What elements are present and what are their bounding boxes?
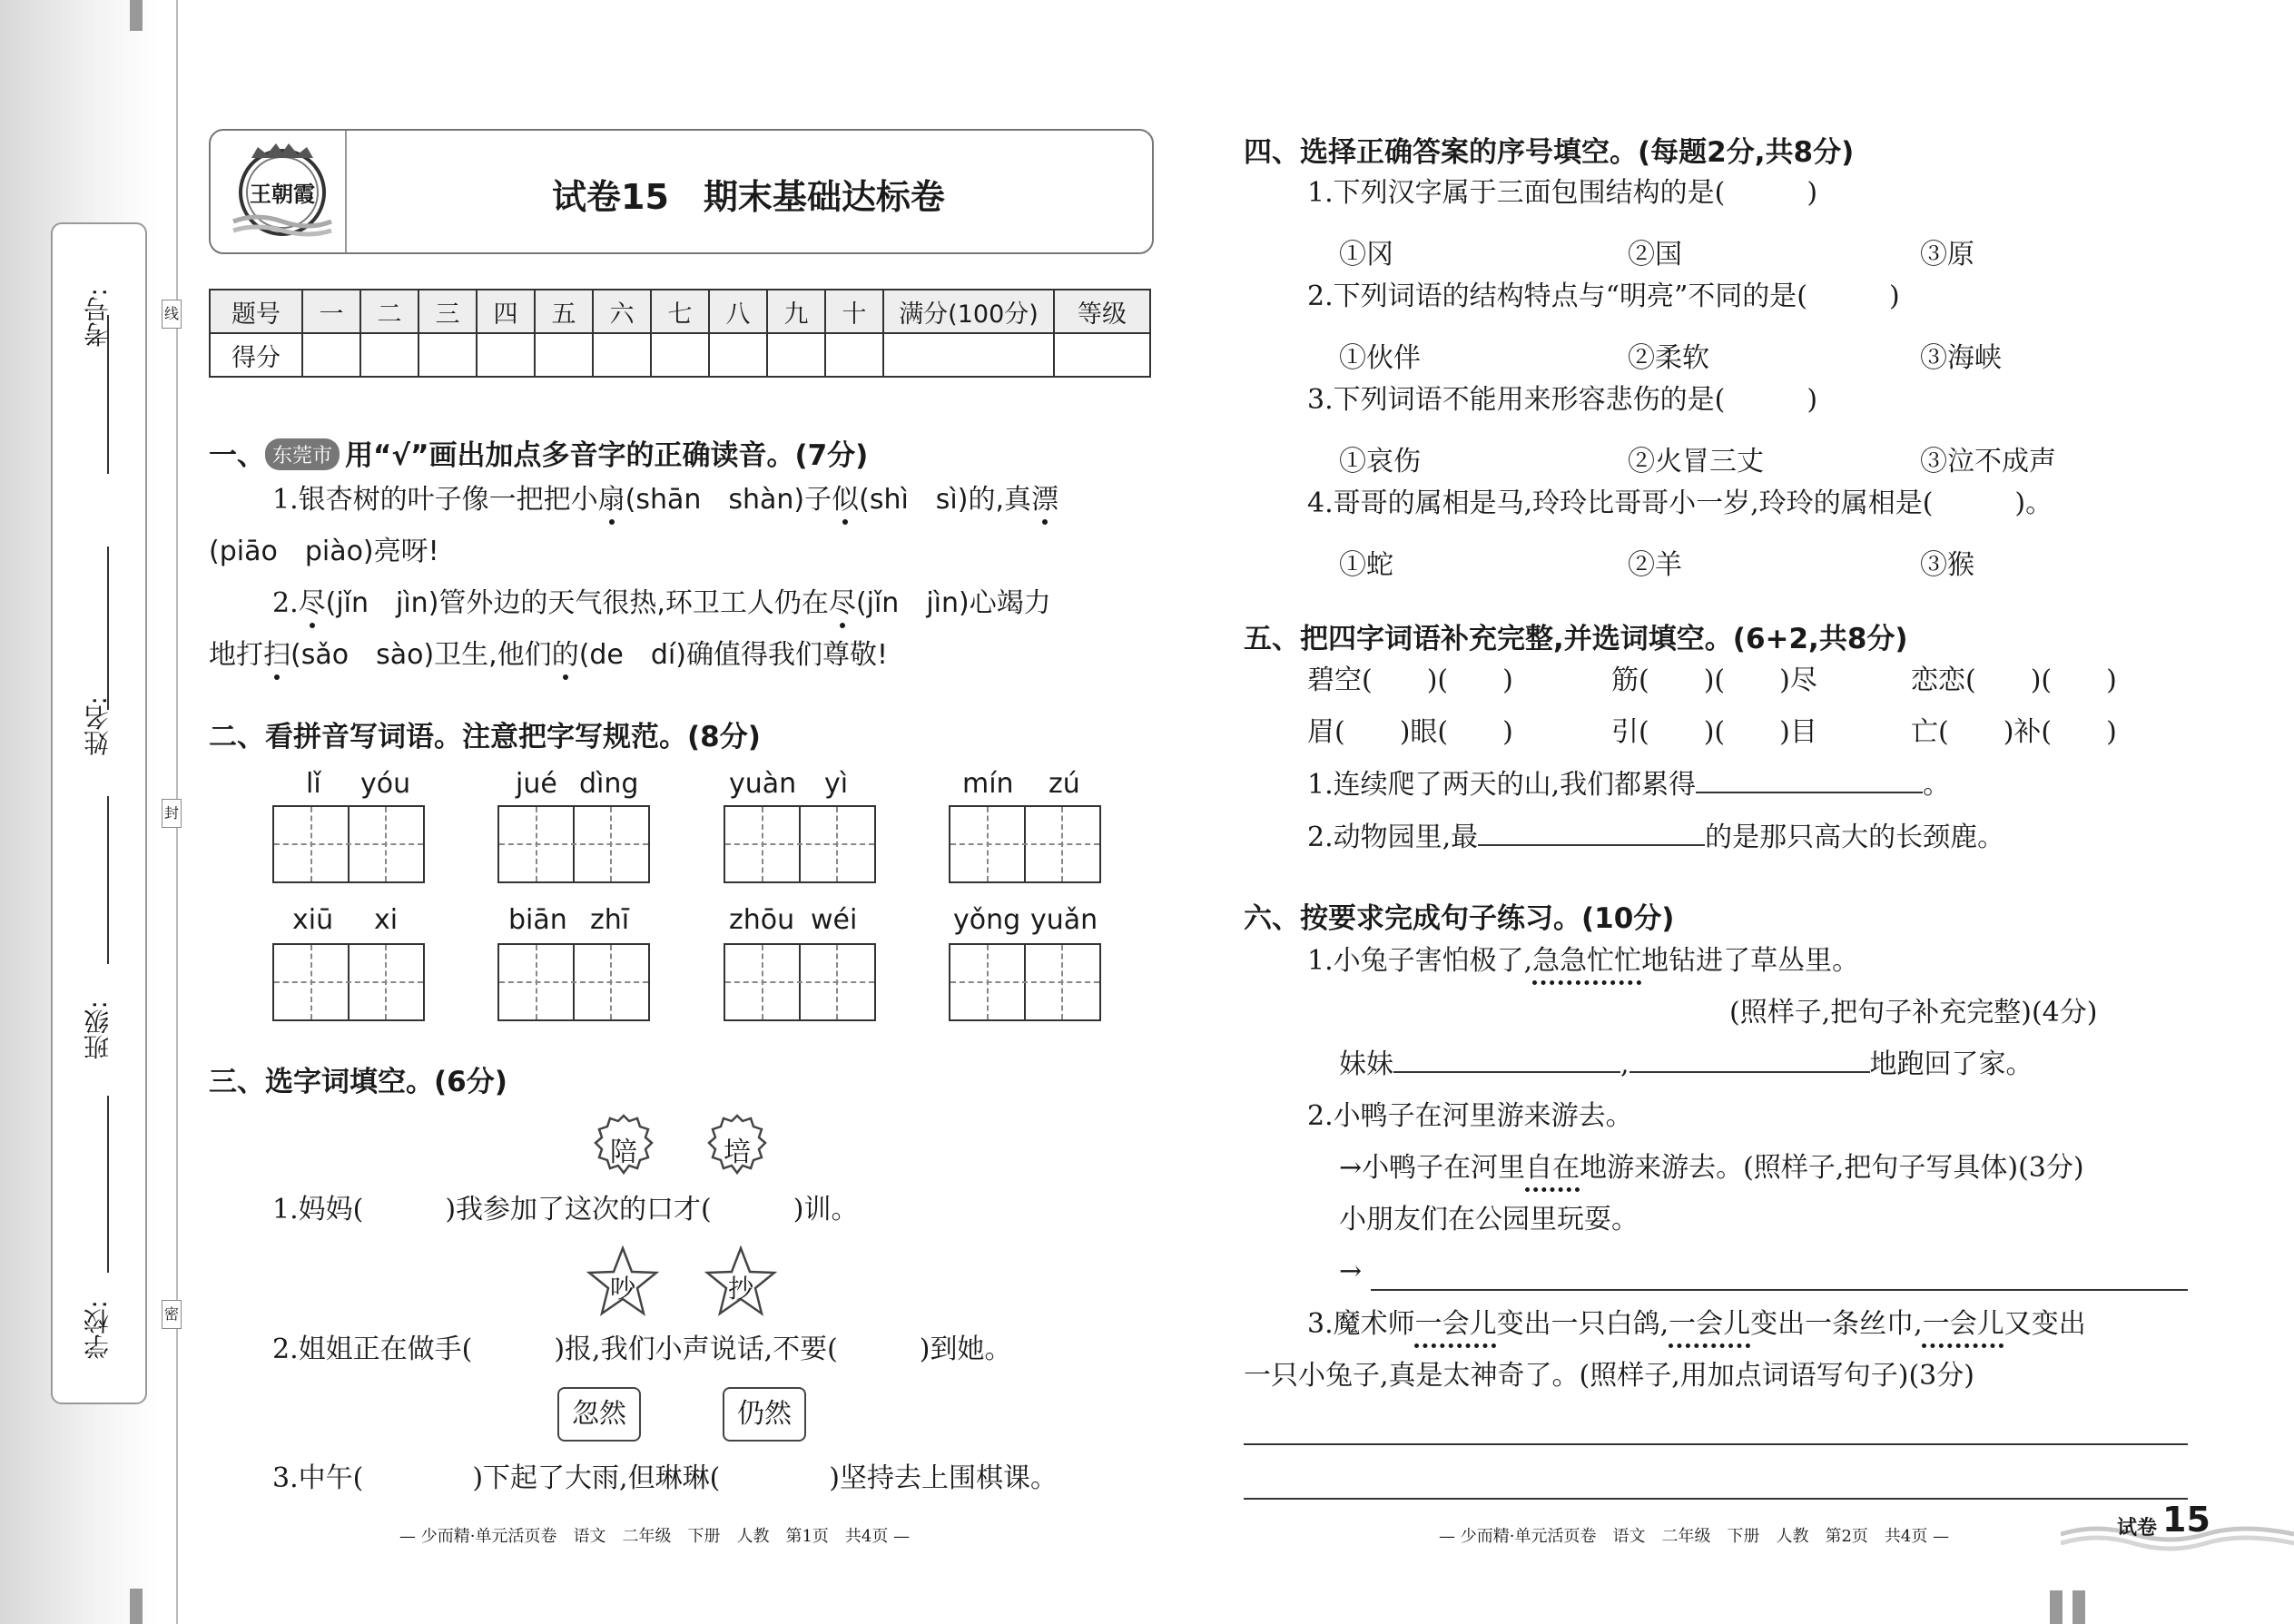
s6-q2: 2.小鸭子在河里游来游去。 xyxy=(1307,1100,1633,1132)
dotted-char: 似 xyxy=(832,484,860,516)
pinyin: xiū xyxy=(292,904,334,936)
page-title: 试卷15 期末基础达标卷 xyxy=(552,177,945,217)
s6-q1-requirement: (照样子,把句子补充完整)(4分) xyxy=(1729,997,2098,1029)
logo xyxy=(229,140,336,243)
pinyin: yì xyxy=(824,768,849,800)
binding-mark-line: 线 xyxy=(162,300,182,329)
banji-label: 班级: xyxy=(83,1000,113,1060)
s4-q4: 4.哥哥的属相是马,玲玲比哥哥小一岁,玲玲的属相是( )。 xyxy=(1307,487,2053,519)
score-cell: 五 xyxy=(535,290,593,333)
answer-blank[interactable] xyxy=(1393,1071,1620,1073)
pinyin: yuǎn xyxy=(1030,904,1098,936)
xuexiao-fill[interactable] xyxy=(107,1096,109,1273)
option: ②柔软 xyxy=(1628,342,1709,374)
dotted-char: 尽 xyxy=(298,587,326,619)
dotted-word: 一会儿 xyxy=(1922,1308,2004,1340)
dotted-char: 漂 xyxy=(1031,484,1059,516)
kaohao-fill[interactable] xyxy=(107,315,109,474)
s1-q1-line1: 1.银杏树的叶子像一把把小扇(shān shàn)子似(shì sì)的,真漂 xyxy=(272,484,1059,516)
dotted-word: 急急忙忙 xyxy=(1532,945,1642,977)
xingming-fill[interactable] xyxy=(107,546,109,710)
s1-q2-line2: 地打扫(sǎo sào)卫生,他们的(de dí)确值得我们尊敬! xyxy=(209,639,888,671)
pinyin: mín xyxy=(962,768,1014,800)
score-input[interactable] xyxy=(1054,333,1150,377)
idiom-blank: 筋( )( )尽 xyxy=(1611,664,1817,696)
score-input[interactable] xyxy=(418,333,477,377)
score-cell: 八 xyxy=(709,290,767,333)
edge-mark-right-2 xyxy=(2072,1590,2085,1624)
section-2-title: 二、看拼音写词语。注意把字写规范。(8分) xyxy=(209,721,761,753)
word-badge-star xyxy=(704,1245,777,1318)
score-cell: 等级 xyxy=(1054,290,1150,333)
idiom-blank: 亡( )补( ) xyxy=(1911,716,2117,748)
option: ③泣不成声 xyxy=(1920,446,2056,477)
score-input[interactable] xyxy=(825,333,883,377)
word-badge-rect: 仍然 xyxy=(723,1387,806,1442)
answer-blank[interactable] xyxy=(1629,1071,1870,1073)
score-input[interactable] xyxy=(767,333,825,377)
option: ②羊 xyxy=(1628,549,1682,581)
score-table xyxy=(209,289,1151,378)
section-3-title: 三、选字词填空。(6分) xyxy=(209,1066,507,1098)
score-cell: 七 xyxy=(651,290,709,333)
score-input[interactable] xyxy=(477,333,535,377)
choice-char: 抄 xyxy=(727,1274,753,1304)
pinyin: dìng xyxy=(579,768,639,800)
s6-q3-line2: 一只小兔子,真是太神奇了。(照样子,用加点词语写句子)(3分) xyxy=(1244,1360,1974,1392)
writing-grid[interactable] xyxy=(272,943,425,1021)
s4-q3: 3.下列词语不能用来形容悲伤的是( ) xyxy=(1307,384,1818,416)
score-input[interactable] xyxy=(360,333,418,377)
score-cell: 九 xyxy=(767,290,825,333)
s5-q1: 1.连续爬了两天的山,我们都累得 。 xyxy=(1307,769,1951,801)
s4-q1: 1.下列汉字属于三面包围结构的是( ) xyxy=(1307,177,1818,209)
s4-q2: 2.下列词语的结构特点与“明亮”不同的是( ) xyxy=(1307,281,1900,312)
edge-mark-top xyxy=(130,0,143,31)
edge-mark-right-1 xyxy=(2050,1590,2063,1624)
score-input[interactable] xyxy=(593,333,651,377)
answer-line[interactable] xyxy=(1244,1443,2188,1445)
student-info-box xyxy=(51,222,147,1404)
writing-grid[interactable] xyxy=(949,943,1101,1021)
option: ③海峡 xyxy=(1920,342,2002,374)
dotted-char: 扇 xyxy=(597,484,625,516)
answer-line[interactable] xyxy=(1244,1498,2188,1500)
section-5-title: 五、把四字词语补充完整,并选词填空。(6+2,共8分) xyxy=(1244,623,1908,655)
s6-q2-arrow: → xyxy=(1339,1255,1363,1287)
dotted-char: 扫 xyxy=(263,639,290,671)
pinyin: wéi xyxy=(811,904,858,936)
footer-right: — 少而精·单元活页卷 语文 二年级 下册 人教 第2页 共4页 — xyxy=(1439,1527,1950,1546)
logo-text: 王朝霞 xyxy=(250,181,315,207)
score-input[interactable] xyxy=(302,333,360,377)
word-badge-cog xyxy=(591,1113,656,1178)
score-cell: 满分(100分) xyxy=(883,290,1054,333)
pinyin: lǐ xyxy=(306,768,321,800)
dotted-word: 一会儿 xyxy=(1669,1308,1751,1340)
score-input[interactable] xyxy=(651,333,709,377)
writing-grid[interactable] xyxy=(724,805,876,883)
idiom-blank: 碧空( )( ) xyxy=(1307,664,1513,696)
dotted-char: 尽 xyxy=(828,587,856,619)
idiom-blank: 眉( )眼( ) xyxy=(1307,716,1513,748)
score-value-row xyxy=(210,333,1150,377)
pinyin: zú xyxy=(1049,768,1080,800)
pinyin: jué xyxy=(516,768,557,800)
pinyin: biān xyxy=(508,904,567,936)
pinyin: yǒng xyxy=(953,904,1021,936)
word-badge-star xyxy=(586,1245,659,1318)
idiom-blank: 引( )( )目 xyxy=(1611,716,1817,748)
score-cell: 十 xyxy=(825,290,883,333)
s6-q1: 1.小兔子害怕极了,急急忙忙地钻进了草丛里。 xyxy=(1307,945,1860,977)
idiom-blank: 恋恋( )( ) xyxy=(1911,664,2117,696)
option: ③猴 xyxy=(1920,549,1974,581)
binding-mark-seal: 封 xyxy=(162,799,182,828)
word-badge-rect: 忽然 xyxy=(557,1387,641,1442)
s6-q1-fill: 妹妹 , 地跑回了家。 xyxy=(1339,1048,2033,1080)
banji-fill[interactable] xyxy=(107,796,109,964)
pinyin: zhōu xyxy=(729,904,795,936)
answer-line[interactable] xyxy=(1371,1289,2188,1291)
writing-grid[interactable] xyxy=(497,805,650,883)
s3-q2: 2.姐姐正在做手( )报,我们小声说话,不要( )到她。 xyxy=(272,1334,1012,1365)
option: ③原 xyxy=(1920,239,1974,271)
s5-q2: 2.动物园里,最 的是那只高大的长颈鹿。 xyxy=(1307,822,2005,853)
footer-left: — 少而精·单元活页卷 语文 二年级 下册 人教 第1页 共4页 — xyxy=(399,1527,911,1546)
writing-grid[interactable] xyxy=(497,943,650,1021)
option: ①哀伤 xyxy=(1339,446,1421,477)
s3-q3: 3.中午( )下起了大雨,但琳琳( )坚持去上围棋课。 xyxy=(272,1462,1058,1494)
badge-number: 15 xyxy=(2162,1500,2210,1540)
xingming-label: 姓名: xyxy=(83,696,113,756)
pinyin: yuàn xyxy=(729,768,797,800)
answer-blank[interactable] xyxy=(1696,792,1923,793)
xuexiao-label: 学校: xyxy=(83,1300,113,1360)
word-badge-cog xyxy=(704,1113,770,1178)
score-input[interactable] xyxy=(535,333,593,377)
score-label: 得分 xyxy=(210,333,302,377)
answer-blank[interactable] xyxy=(1478,844,1705,846)
option: ②国 xyxy=(1628,239,1682,271)
edge-mark-bottom xyxy=(130,1589,143,1624)
option: ①蛇 xyxy=(1339,549,1393,581)
s6-q2-example: →小鸭子在河里自在地游来游去。(照样子,把句子写具体)(3分) xyxy=(1339,1152,2084,1184)
choice-char: 吵 xyxy=(609,1274,635,1304)
writing-grid[interactable] xyxy=(949,805,1101,883)
score-cell: 一 xyxy=(302,290,360,333)
s6-q2-task: 小朋友们在公园里玩耍。 xyxy=(1339,1204,1639,1235)
s1-q1-line2: (piāo piào)亮呀! xyxy=(209,536,439,567)
score-cell: 六 xyxy=(593,290,651,333)
pinyin: zhī xyxy=(590,904,630,936)
score-cell: 二 xyxy=(360,290,418,333)
score-input[interactable] xyxy=(709,333,767,377)
option: ①伙伴 xyxy=(1339,342,1421,374)
score-cell: 三 xyxy=(418,290,477,333)
kaohao-label: 考号: xyxy=(83,288,113,348)
choice-char: 陪 xyxy=(610,1137,637,1168)
pinyin: yóu xyxy=(360,768,411,800)
writing-grid[interactable] xyxy=(724,943,876,1021)
title-banner xyxy=(209,129,1154,254)
badge-label: 试卷 xyxy=(2117,1517,2158,1540)
page-badge xyxy=(2061,1500,2294,1554)
writing-grid[interactable] xyxy=(272,805,425,883)
s3-q1: 1.妈妈( )我参加了这次的口才( )训。 xyxy=(272,1194,859,1225)
section-6-title: 六、按要求完成句子练习。(10分) xyxy=(1244,902,1675,935)
section-4-title: 四、选择正确答案的序号填空。(每题2分,共8分) xyxy=(1244,136,1855,169)
dotted-word: 自在 xyxy=(1525,1152,1580,1184)
s1-q2-line1: 2.尽(jǐn jìn)管外边的天气很热,环卫工人仍在尽(jǐn jìn)心竭力 xyxy=(272,587,1051,619)
score-header-row xyxy=(210,290,1150,333)
option: ②火冒三丈 xyxy=(1628,446,1764,477)
option: ①冈 xyxy=(1339,239,1393,271)
dotted-word: 一会儿 xyxy=(1414,1308,1497,1340)
s6-q3-line1: 3.魔术师一会儿变出一只白鸽,一会儿变出一条丝巾,一会儿又变出 xyxy=(1307,1308,2086,1340)
section-1-title: 一、 东莞市 用“√”画出加点多音字的正确读音。(7分) xyxy=(209,439,869,472)
score-cell: 四 xyxy=(477,290,535,333)
region-badge: 东莞市 xyxy=(265,438,340,470)
pinyin: xi xyxy=(374,904,399,936)
score-cell: 题号 xyxy=(210,290,302,333)
binding-mark-secret: 密 xyxy=(162,1300,182,1329)
score-input[interactable] xyxy=(883,333,1054,377)
choice-char: 培 xyxy=(724,1137,751,1168)
dotted-char: 的 xyxy=(551,639,579,671)
